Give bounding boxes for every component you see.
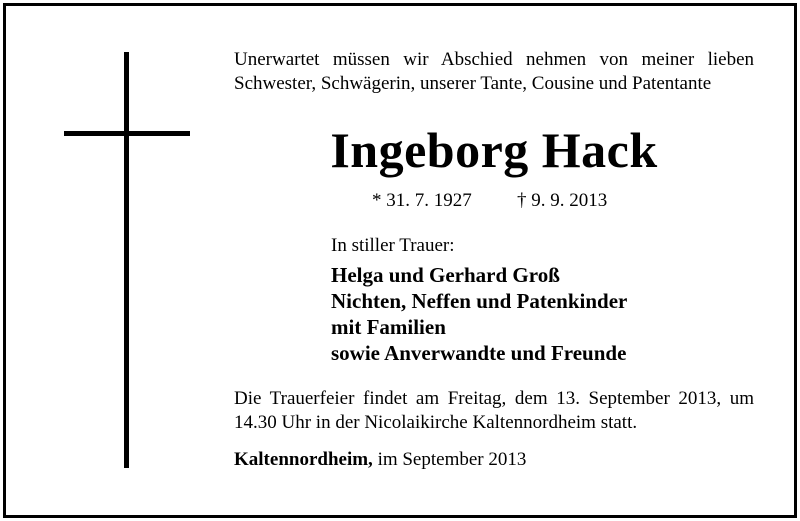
service-info xyxy=(234,387,754,435)
service-line-2: 14.30 Uhr in der Nicolaikirche Kaltennordheim statt. xyxy=(234,412,638,433)
service-line-1: Die Trauerfeier findet am Freitag, dem 13. September 2013, um xyxy=(234,388,754,409)
cross-horizontal-bar xyxy=(64,131,190,136)
deceased-name: Ingeborg Hack xyxy=(330,122,658,178)
closing-place-date xyxy=(234,448,526,472)
death-date: † 9. 9. 2013 xyxy=(517,190,608,211)
intro-text xyxy=(234,48,754,96)
intro-line-2: Schwester, Schwägerin, unserer Tante, Cousine und Patentante xyxy=(234,73,712,94)
life-dates xyxy=(372,189,607,213)
mourner-line: Helga und Gerhard Groß xyxy=(331,263,560,287)
mourner-line: sowie Anverwandte und Freunde xyxy=(331,341,627,365)
closing-date: im September 2013 xyxy=(372,449,527,470)
intro-line-1: Unerwartet müssen wir Abschied nehmen von meiner lieben xyxy=(234,49,754,70)
mourner-line: mit Familien xyxy=(331,315,446,339)
birth-date: * 31. 7. 1927 xyxy=(372,190,472,211)
closing-place: Kaltennordheim, xyxy=(234,449,373,470)
cross-vertical-bar xyxy=(124,52,129,468)
mourner-line: Nichten, Neffen und Patenkinder xyxy=(331,289,628,313)
mourners-list xyxy=(331,262,627,366)
mourning-label: In stiller Trauer: xyxy=(331,235,455,256)
